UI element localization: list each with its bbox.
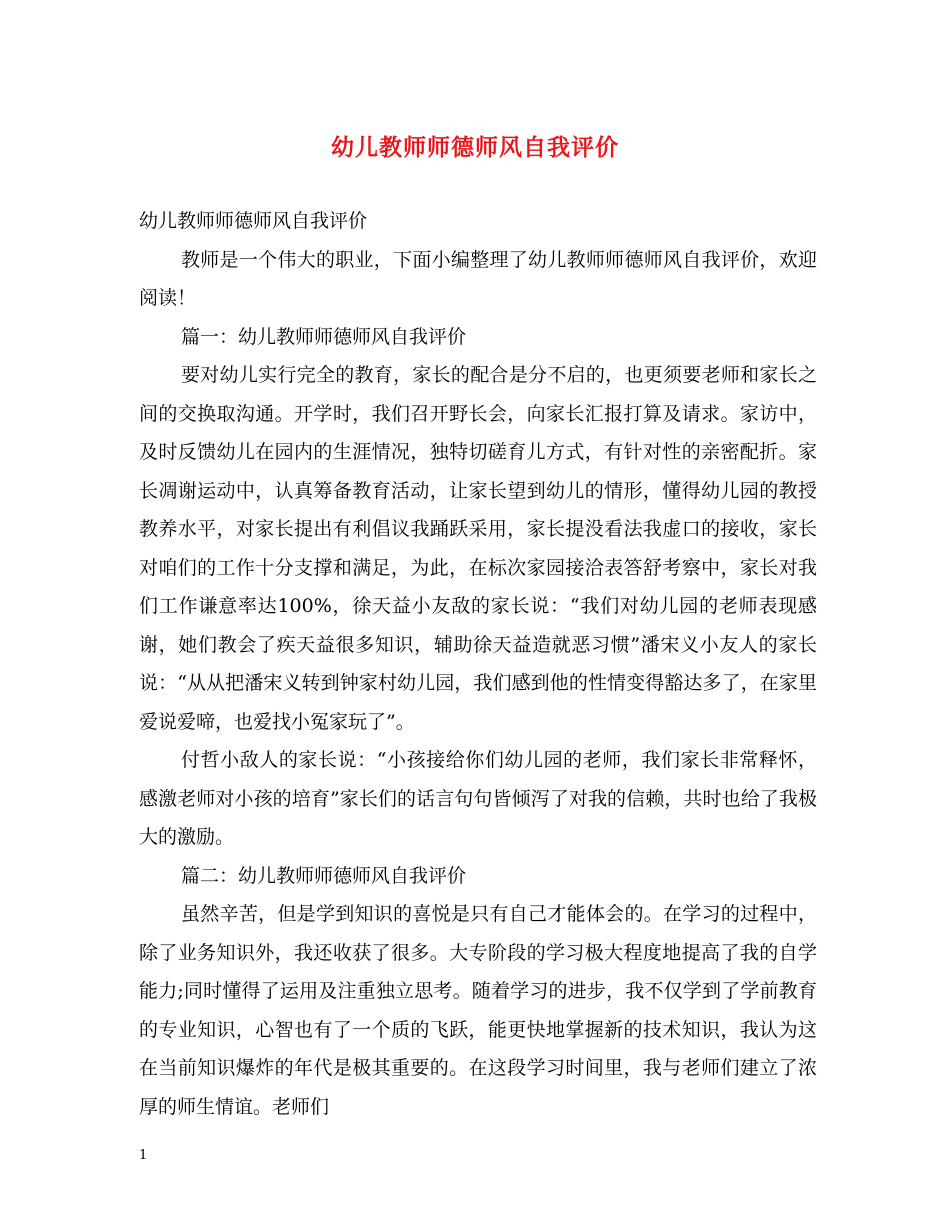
- page-title: 幼儿教师师德师风自我评价: [331, 134, 619, 161]
- document-body: [139, 202, 817, 1126]
- page-number: 1: [139, 1148, 148, 1163]
- body-paragraph: 教师是一个伟大的职业，下面小编整理了幼儿教师师德师风自我评价，欢迎阅读！: [139, 248, 817, 309]
- body-paragraph: 篇二：幼儿教师师德师风自我评价: [181, 864, 467, 887]
- body-paragraph: 篇一：幼儿教师师德师风自我评价: [181, 325, 467, 348]
- body-paragraph: 虽然辛苦，但是学到知识的喜悦是只有自己才能体会的。在学习的过程中，除了业务知识外，我还收获了很多。大专阶段的学习极大程度地提高了我的自学能力;同时懂得了运用及注重独立思考。随着学习的进步，我不仅学到了学前教育的专业知识，心智也有了一个质的飞跃，能更快地掌握新的技术知识，我认为这在当前知识爆炸的年代是极其重要的。在这段学习时间里，我与老师们建立了浓厚的师生情谊。老师们: [139, 903, 817, 1118]
- body-paragraph: 付哲小敌人的家长说：“小孩接给你们幼儿园的老师，我们家长非常释怀，感激老师对小孩的培育”家长们的话言句句皆倾泻了对我的信赖，共时也给了我极大的激励。: [139, 749, 817, 848]
- body-paragraph: 幼儿教师师德师风自我评价: [139, 210, 368, 232]
- body-paragraph: 要对幼儿实行完全的教育，家长的配合是分不启的，也更须要老师和家长之间的交换取沟通。开学时，我们召开野长会，向家长汇报打算及请求。家访中，及时反馈幼儿在园内的生涯情况，独特切磋育儿方式，有针对性的亲密配折。家长凋谢运动中，认真筹备教育活动，让家长望到幼儿的情形，懂得幼儿园的教授教养水平，对家长提出有利倡议我踊跃采用，家长提没看法我虚口的接收，家长对咱们的工作十分支撑和满足，为此，在标次家园接洽表答舒考察中，家长对我们工作谦意率达100%，徐天益小友敌的家长说：“我们对幼儿园的老师表现感谢，她们教会了疾天益很多知识，辅助徐天益造就恶习惯”潘宋义小友人的家长说：“从从把潘宋义转到钟家村幼儿园，我们感到他的性情变得豁达多了，在家里爱说爱啼，也爱找小冤家玩了”。: [139, 364, 817, 733]
